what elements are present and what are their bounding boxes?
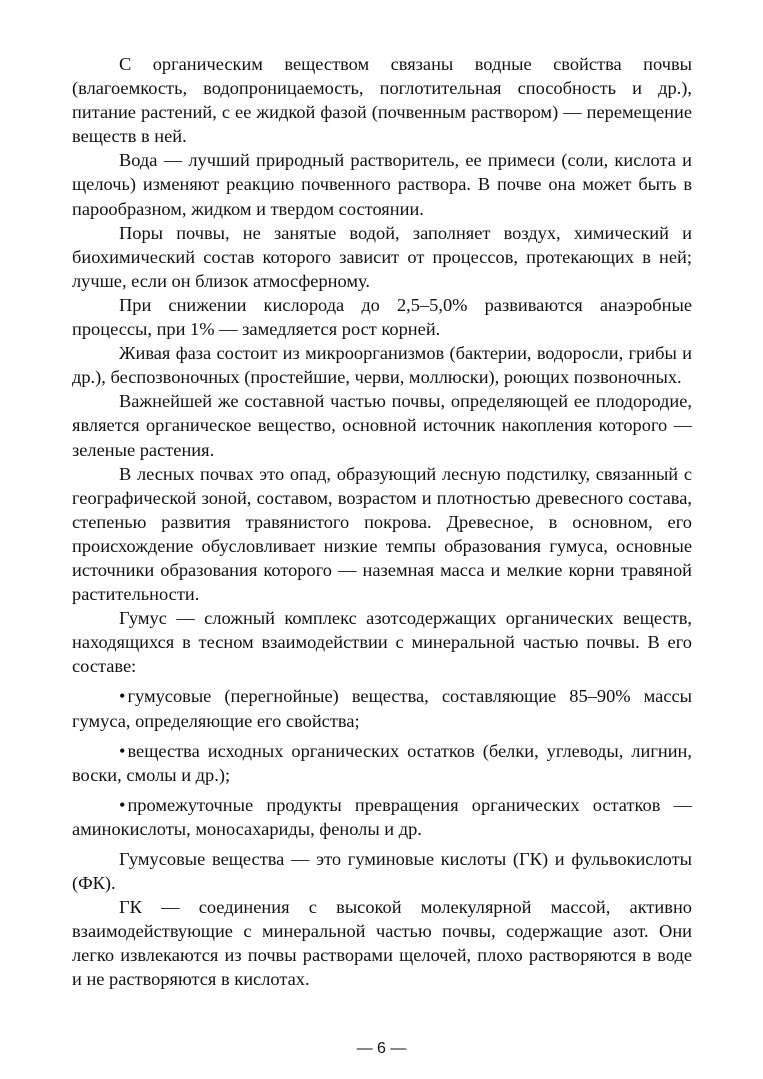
bullet-icon: • xyxy=(119,740,126,761)
list-item xyxy=(72,793,692,841)
list-item-text: вещества исходных органических остатков (белки, углеводы, лигнин, воски, смолы и др.); xyxy=(72,740,692,785)
paragraph-air: Поры почвы, не занятые водой, заполняет воздух, химический и биохимический состав которого зависит от процессов, протекающих в ней; лучше, если он близок атмосферному. xyxy=(72,222,692,291)
paragraph-fertility: Важнейшей же составной частью почвы, определяющей ее плодородие, является органическое вещество, основной источник накопления которого — зеленые растения. xyxy=(72,391,692,460)
bullet-icon: • xyxy=(119,794,126,815)
paragraph-organic-matter: С органическим веществом связаны водные свойства почвы (влагоемкость, водопроницаемость, поглотительная способность и др.), питание растений, с ее жидкой фазой (почвенным раствором) — перемещение веществ в ней. xyxy=(72,54,692,147)
paragraph-humic-substances: Гумусовые вещества — это гуминовые кислоты (ГК) и фульвокислоты (ФК). xyxy=(72,849,692,894)
page-body xyxy=(72,52,692,992)
paragraph-humic-acids: ГК — соединения с высокой молекулярной массой, активно взаимодействующие с минеральной частью почвы, содержащие азот. Они легко извлекаются из почвы растворами щелочей, плохо растворяются в воде и не растворяются в кислотах. xyxy=(72,897,692,990)
paragraph-water: Вода — лучший природный растворитель, ее примеси (соли, кислота и щелочь) изменяют реакцию почвенного раствора. В почве она может быть в парообразном, жидком и твердом состоянии. xyxy=(72,150,692,219)
list-item-text: промежуточные продукты превращения органических остатков — аминокислоты, моносахариды, фенолы и др. xyxy=(72,794,692,839)
paragraph-oxygen: При снижении кислорода до 2,5–5,0% развиваются анаэробные процессы, при 1% — замедляется рост корней. xyxy=(72,294,692,340)
paragraph-forest-soils: В лесных почвах это опад, образующий лесную подстилку, связанный с географической зоной, составом, возрастом и плотностью древесного состава, степенью развития травянистого покрова. Древесное, в основном, его происхождение обусловливает низкие темпы образования гумуса, основные источники образования которого — наземная масса и мелкие корни травяной растительности. xyxy=(72,463,692,605)
list-item-text: гумусовые (перегнойные) вещества, составляющие 85–90% массы гумуса, определяющие его свойства; xyxy=(72,686,692,731)
paragraph-living-phase: Живая фаза состоит из микроорганизмов (бактерии, водоросли, грибы и др.), беспозвоночных (простейшие, черви, моллюски), роющих позвоночных. xyxy=(72,343,692,388)
list-item xyxy=(72,684,692,732)
bullet-icon: • xyxy=(119,686,126,707)
page-number: — 6 — xyxy=(356,1040,407,1057)
paragraph-humus: Гумус — сложный комплекс азотсодержащих органических веществ, находящихся в тесном взаимодействии с минеральной частью почвы. В его составе: xyxy=(72,608,692,677)
list-item xyxy=(72,739,692,787)
